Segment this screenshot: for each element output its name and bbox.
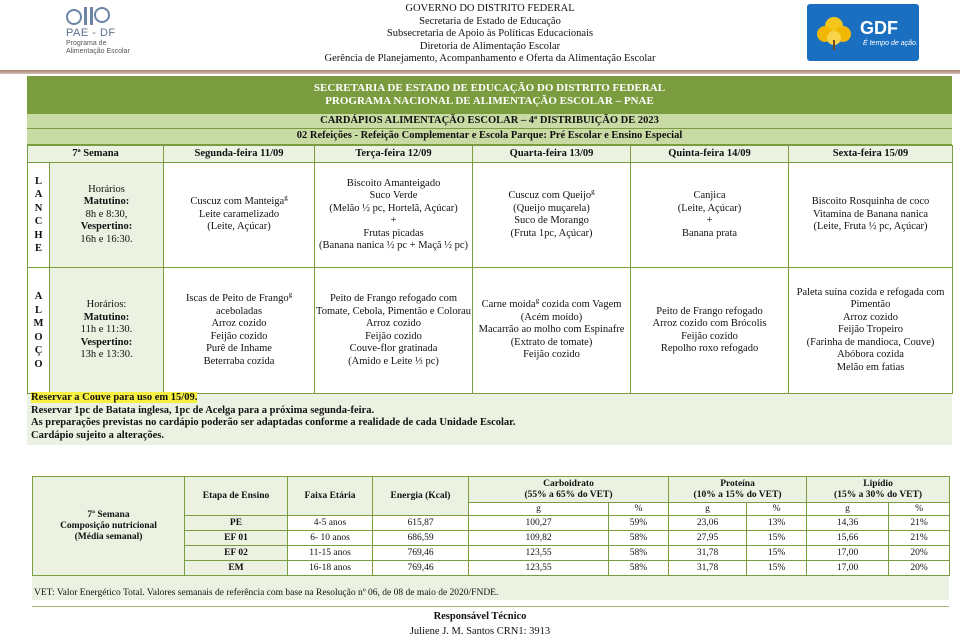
gdf-logo-brand: GDF: [860, 18, 898, 38]
meal-name-vertical: A L M O Ç O: [28, 268, 50, 394]
header-line-5: Gerência de Planejamento, Acompanhamento e Oferta da Alimentação Escolar: [324, 53, 656, 65]
menu-notes: [27, 392, 952, 442]
meal-name-vertical: L A N C H E: [28, 163, 50, 268]
meal-schedule: Horários Matutino: 8h e 8:30, Vespertino: 16h e 16:30.: [50, 163, 164, 268]
pae-df-logo: [62, 3, 132, 65]
nutrition-unit-row: g % g % g %: [33, 503, 950, 516]
menu-title-2: PROGRAMA NACIONAL DE ALIMENTAÇÃO ESCOLAR – PNAE: [325, 95, 654, 107]
pae-logo-icon: [64, 3, 110, 27]
menu-cell: Cuscuz com Queijo$^g$ (Queijo muçarela) Suco de Morango (Fruta 1pc, Açúcar): [473, 163, 631, 268]
header-line-3: Subsecretaria de Apoio às Políticas Educacionais: [386, 28, 594, 40]
table-row: EM 16-18 anos 769,46 123,55 58% 31,78 15% 17,00 20%: [33, 561, 950, 576]
day-header: Segunda-feira 11/09: [164, 146, 315, 163]
menu-title-band: [27, 76, 952, 114]
nutrition-header-row: [33, 477, 950, 503]
menu-cell: Biscoito Rosquinha de coco Vitamina de Banana nanica (Leite, Fruta ½ pc, Açúcar): [789, 163, 953, 268]
menu-cell: Carne moída$^g$ cozida com Vagem (Acém moído) Macarrão ao molho com Espinafre (Extrato de tomate) Feijão cozido: [473, 268, 631, 394]
divider: [32, 606, 949, 607]
menu-cell: Peito de Frango refogado Arroz cozido com Brócolis Feijão cozido Repolho roxo refogado: [631, 268, 789, 394]
menu-cell: Canjica (Leite, Açúcar) + Banana prata: [631, 163, 789, 268]
menu-cell: Peito de Frango refogado com Tomate, Cebola, Pimentão e Colorau Arroz cozido Feijão cozido Couve-flor gratinada (Amido e Leite ⅓ pc): [315, 268, 473, 394]
responsible-name: Juliene J. M. Santos CRN1: 3913: [409, 626, 551, 637]
menu-cell: Biscoito Amanteigado Suco Verde (Melão ½ pc, Hortelã, Açúcar) + Frutas picadas (Banana nanica ½ pc + Maçã ½ pc): [315, 163, 473, 268]
pae-logo-subtitle: Programa de Alimentação Escolar: [66, 40, 130, 55]
note: As preparações previstas no cardápio poderão ser adaptadas conforme a realidade de cada Unidade Escolar.: [31, 417, 516, 429]
menu-cell: Paleta suína cozida e refogada com Pimentão Arroz cozido Feijão Tropeiro (Farinha de mandioca, Couve) Abóbora cozida Melão em fatias: [789, 268, 953, 394]
ipe-flower-icon: [815, 14, 853, 50]
day-header: Sexta-feira 15/09: [789, 146, 953, 163]
week-label: 7ª Semana: [28, 146, 164, 163]
gdf-logo-tagline: É tempo de ação.: [863, 40, 918, 47]
meal-row-lanche: [28, 163, 953, 268]
header-line-2: Secretaria de Estado de Educação: [419, 15, 561, 27]
gdf-logo: [807, 4, 919, 61]
document-header: [0, 0, 960, 72]
header-text: [240, 3, 740, 66]
meal-row-almoco: [28, 268, 953, 394]
table-row: PE 4-5 anos 615,87 100,27 59% 23,06 13% 14,36 21%: [33, 516, 950, 531]
header-carboidrato: Carboidrato (55% a 65% do VET): [469, 477, 669, 503]
highlighted-note: Reservar a Couve para uso em 15/09.: [31, 392, 198, 403]
nutrition-section: [32, 476, 949, 600]
vet-note: VET: Valor Energético Total. Valores semanais de referência com base na Resolução nº 06, de 08 de maio de 2020/FNDE.: [34, 588, 499, 598]
weekly-menu-table: [27, 145, 953, 394]
day-header: Quarta-feira 13/09: [473, 146, 631, 163]
menu-cell: Iscas de Peito de Frango$^g$ aceboladas Arroz cozido Feijão cozido Purê de Inhame Beterraba cozida: [164, 268, 315, 394]
header-proteina: Proteína (10% a 15% do VET): [669, 477, 807, 503]
nutrition-table: [32, 476, 950, 576]
header-line-1: GOVERNO DO DISTRITO FEDERAL: [405, 3, 575, 14]
header-faixa: Faixa Etária: [288, 477, 373, 516]
menu-subtitle-2: 02 Refeições - Refeição Complementar e Escola Parque: Pré Escolar e Ensino Especial: [27, 129, 952, 145]
menu-section: [27, 76, 952, 445]
header-energia: Energia (Kcal): [373, 477, 469, 516]
menu-subtitle-1: CARDÁPIOS ALIMENTAÇÃO ESCOLAR – 4ª DISTRIBUIÇÃO DE 2023: [27, 114, 952, 129]
pae-logo-brand: PAE - DF: [66, 27, 116, 39]
day-header: Terça-feira 12/09: [315, 146, 473, 163]
menu-title-1: SECRETARIA DE ESTADO DE EDUCAÇÃO DO DISTRITO FEDERAL: [313, 82, 666, 94]
header-lipidio: Lipídio (15% a 30% do VET): [807, 477, 950, 503]
meal-schedule: Horários: Matutino: 11h e 11:30. Vespertino: 13h e 13:30.: [50, 268, 164, 394]
menu-cell: Cuscuz com Manteiga$^g$ Leite caramelizado (Leite, Açúcar): [164, 163, 315, 268]
header-line-4: Diretoria de Alimentação Escolar: [419, 40, 561, 52]
table-row: EF 02 11-15 anos 769,46 123,55 58% 31,78 15% 17,00 20%: [33, 546, 950, 561]
nutrition-row-label: 7ª Semana Composição nutricional (Média semanal): [33, 477, 185, 576]
note: Cardápio sujeito a alterações.: [31, 429, 164, 441]
note: Reservar 1pc de Batata inglesa, 1pc de Acelga para a próxima segunda-feira.: [31, 404, 375, 416]
menu-header-row: [28, 146, 953, 163]
responsible-title: Responsável Técnico: [433, 611, 527, 622]
header-etapa: Etapa de Ensino: [185, 477, 288, 516]
header-divider: [0, 70, 960, 74]
day-header: Quinta-feira 14/09: [631, 146, 789, 163]
table-row: EF 01 6- 10 anos 686,59 109,82 58% 27,95 15% 15,66 21%: [33, 531, 950, 546]
